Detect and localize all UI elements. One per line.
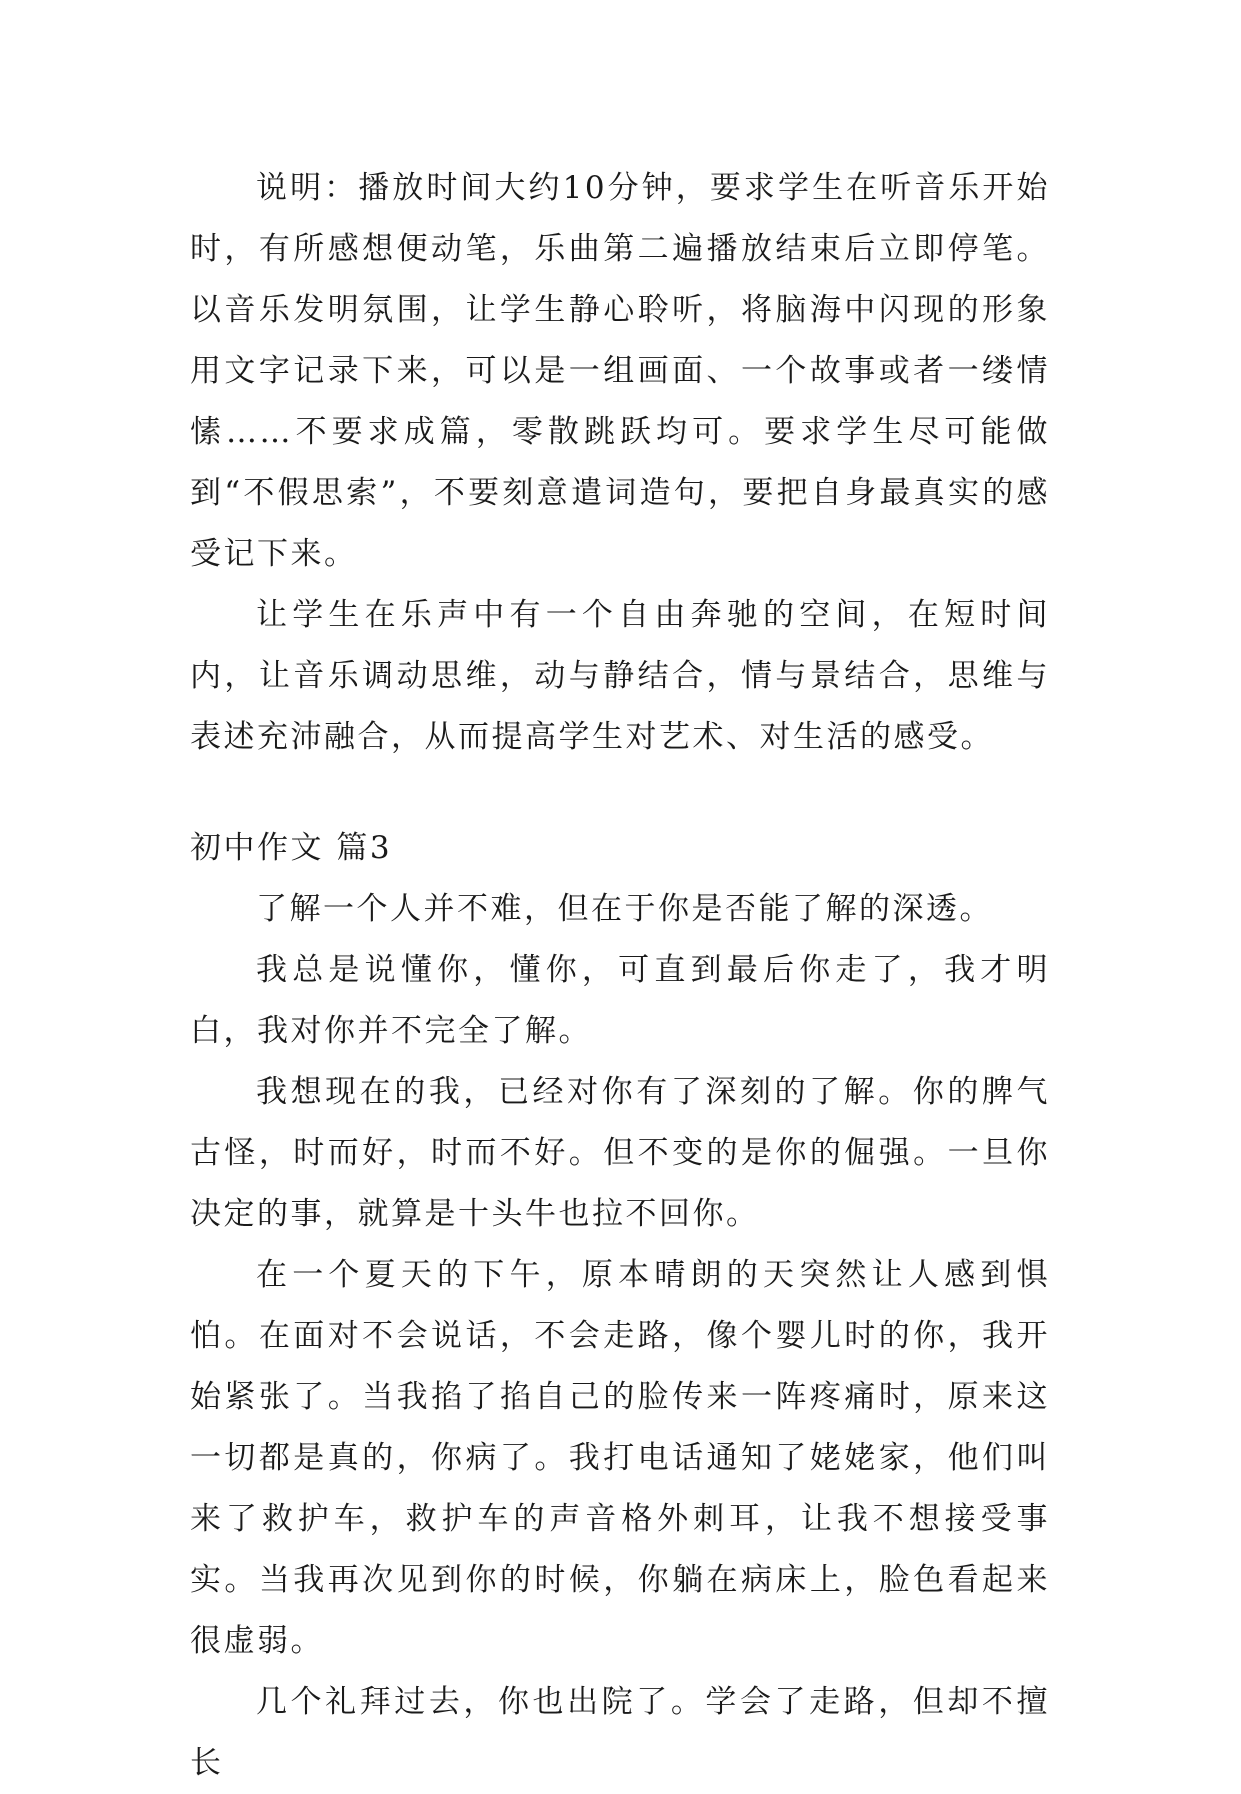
essay-paragraph: 了解一个人并不难，但在于你是否能了解的深透。 xyxy=(256,891,993,927)
document-body xyxy=(190,158,1050,1794)
paragraph-purpose: 让学生在乐声中有一个自由奔驰的空间，在短时间内，让音乐调动思维，动与静结合，情与景结合，思维与表述充沛融合，从而提高学生对艺术、对生活的感受。 xyxy=(190,597,1050,755)
paragraph-instructions: 说明：播放时间大约10分钟，要求学生在听音乐开始时，有所感想便动笔，乐曲第二遍播放结束后立即停笔。以音乐发明氛围，让学生静心聆听，将脑海中闪现的形象用文字记录下来，可以是一组画面、一个故事或者一缕情愫……不要求成篇，零散跳跃均可。要求学生尽可能做到“不假思索”，不要刻意遣词造句，要把自身最真实的感受记下来。 xyxy=(190,170,1050,572)
essay-paragraph: 在一个夏天的下午，原本晴朗的天突然让人感到惧怕。在面对不会说话，不会走路，像个婴儿时的你，我开始紧张了。当我掐了掐自己的脸传来一阵疼痛时，原来这一切都是真的，你病了。我打电话通知了姥姥家，他们叫来了救护车，救护车的声音格外刺耳，让我不想接受事实。当我再次见到你的时候，你躺在病床上，脸色看起来很虚弱。 xyxy=(190,1257,1050,1659)
essay-paragraph: 我总是说懂你，懂你，可直到最后你走了，我才明白，我对你并不完全了解。 xyxy=(190,952,1050,1049)
section-spacer xyxy=(190,768,1050,818)
essay-paragraph: 几个礼拜过去，你也出院了。学会了走路，但却不擅长 xyxy=(190,1684,1050,1781)
essay-paragraph: 我想现在的我，已经对你有了深刻的了解。你的脾气古怪，时而好，时而不好。但不变的是你的倔强。一旦你决定的事，就算是十头牛也拉不回你。 xyxy=(190,1074,1050,1232)
section-heading: 初中作文 篇3 xyxy=(190,830,393,866)
